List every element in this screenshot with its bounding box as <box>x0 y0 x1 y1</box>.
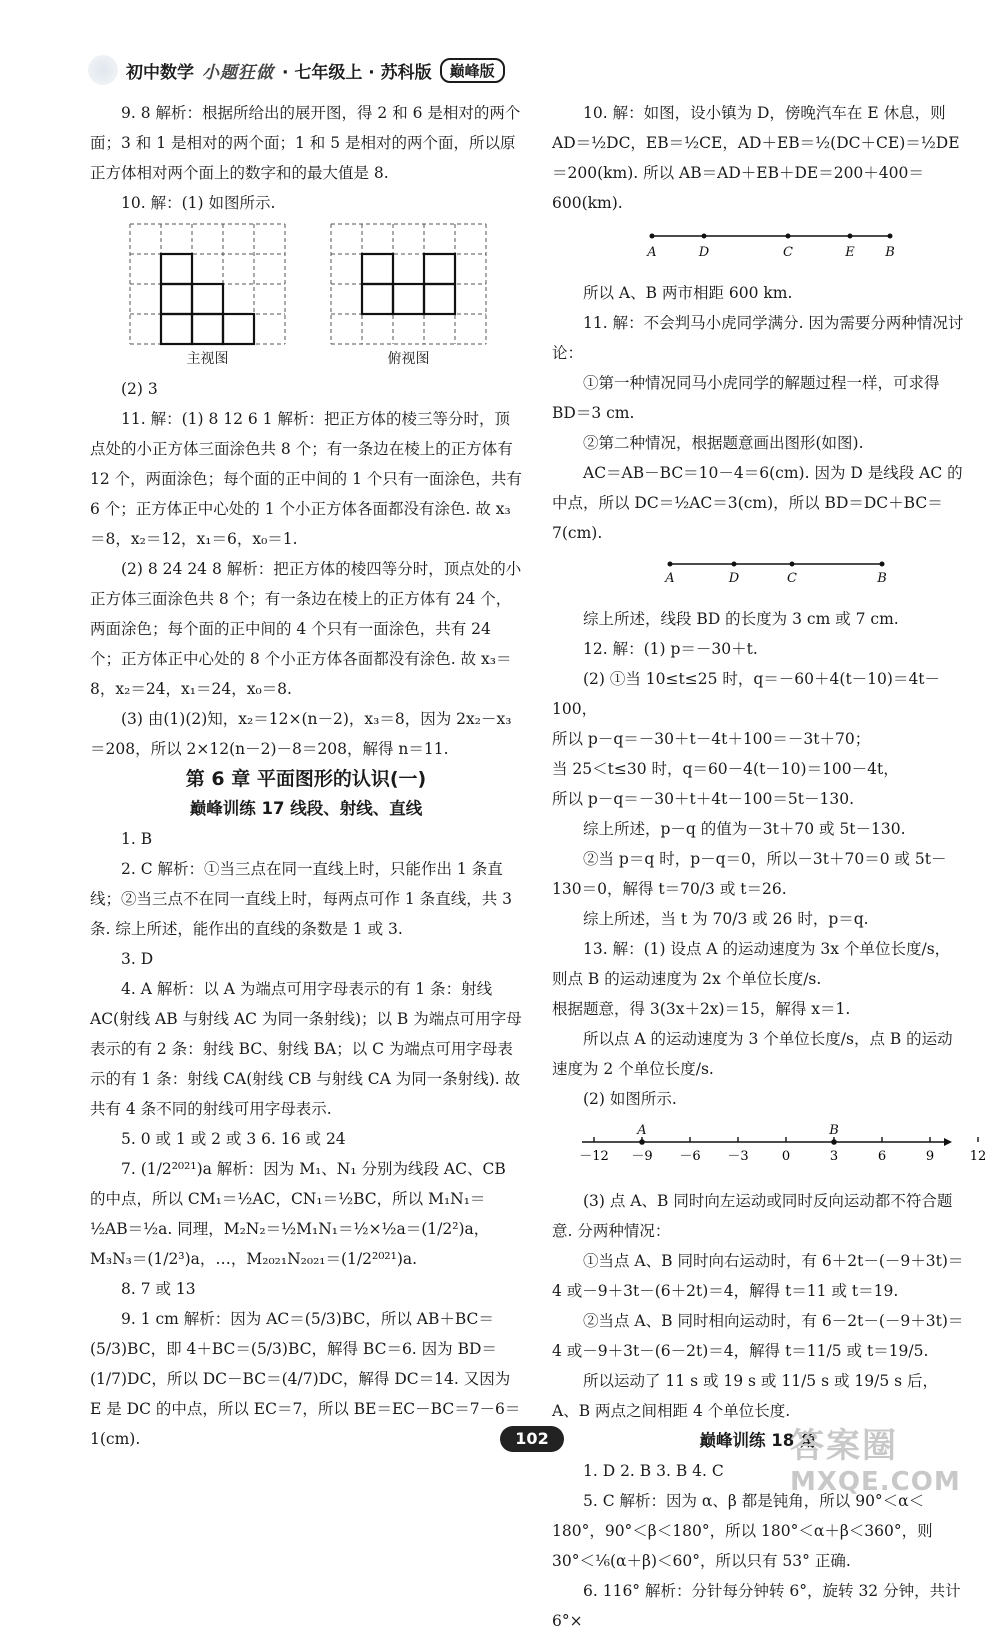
answer-11-part-2: (2) 8 24 24 8 解析：把正方体的棱四等分时，顶点处的小正方体三面涂色共 8 个；有一条边在棱上的正方体有 24 个，两面涂色；每个面的正中间的 4 个只有一面涂色，共有 24 个；正方体正中心处的 8 个小正方体各面都没有涂色. 故 x₃＝8，x₂＝24，x₁＝24，x₀＝8. <box>90 560 522 698</box>
answer-12-part-1: 12. 解：(1) p＝－30＋t. <box>583 640 758 658</box>
route-label-d: D <box>698 245 710 260</box>
answer-13-speeds: 所以点 A 的运动速度为 3 个单位长度/s，点 B 的运动速度为 2 个单位长度/s. <box>552 1030 953 1078</box>
number-line-tick-label: 12 <box>969 1149 987 1164</box>
s17-answer-8: 8. 7 或 13 <box>121 1280 196 1298</box>
route-label-e: E <box>845 245 855 260</box>
answer-13-case-b: ②当点 A、B 同时相向运动时，有 6－2t－(－9＋3t)＝4 或－9＋3t－(6－2t)＝4，解得 t＝11/5 或 t＝19/5. <box>552 1312 964 1360</box>
watermark-line-2: MXQE.COM <box>790 1467 961 1497</box>
answer-12-conclusion: 综上所述，当 t 为 70/3 或 26 时，p＝q. <box>583 910 869 928</box>
watermark-line-1: 答案圈 <box>790 1426 898 1466</box>
number-line-point-a: A <box>637 1123 647 1138</box>
answer-10-route: 10. 解：如图，设小镇为 D，傍晚汽车在 E 休息，则 AD＝½DC，EB＝½CE，AD＋EB＝½(DC＋CE)＝½DE＝200(km). 所以 AB＝AD＋EB＋DE＝200＋400＝600(km). <box>552 104 960 212</box>
s18-answer-5: 5. C 解析：因为 α、β 都是钝角，所以 90°＜α＜180°，90°＜β＜180°，所以 180°＜α＋β＜360°，则 30°＜⅙(α＋β)＜60°，所以只有 53° 正确. <box>552 1492 933 1570</box>
route-label-c: C <box>783 245 793 260</box>
s17-answer-9: 9. 1 cm 解析：因为 AC＝(5/3)BC，所以 AB＋BC＝(5/3)BC，即 4＋BC＝(5/3)BC，解得 BC＝6. 因为 BD＝(1/7)DC，所以 DC－BC＝(4/7)DC，解得 DC＝14. 又因为 E 是 DC 的中点，所以 EC＝7，所以 BE＝EC－BC＝7－6＝1(cm). <box>90 1310 521 1448</box>
answer-13-part-1: 13. 解：(1) 设点 A 的运动速度为 3x 个单位长度/s，则点 B 的运动速度为 2x 个单位长度/s. <box>552 940 951 988</box>
segment-label-b: B <box>877 571 887 586</box>
answer-11-heading: 11. 解：不会判马小虎同学满分. 因为需要分两种情况讨论： <box>552 314 964 362</box>
segment-label-a: A <box>665 571 675 586</box>
route-label-b: B <box>885 245 895 260</box>
answer-12-line-c: 当 25＜t≤30 时，q＝60－4(t－10)＝100－4t， <box>552 760 899 778</box>
answer-12-line-a: (2) ①当 10≤t≤25 时，q＝－60＋4(t－10)＝4t－100， <box>552 670 941 718</box>
top-view <box>331 224 486 374</box>
number-line-diagram <box>552 1122 987 1168</box>
section-18-heading: 巅峰训练 18 角 <box>699 1431 817 1450</box>
book-title: 初中数学 <box>126 62 194 83</box>
s17-answer-4: 4. A 解析：以 A 为端点可用字母表示的有 1 条：射线 AC(射线 AB 与射线 AC 为同一条射线)；以 B 为端点可用字母表示的有 2 条：射线 BC、射线 BA；以 C 为端点可用字母表示的有 1 条：射线 CA(射线 CB 与射线 CA 为同一条射线). 故共有 4 条不同的射线可用字母表示. <box>90 980 522 1118</box>
s18-answers-1-4: 1. D 2. B 3. B 4. C <box>583 1462 724 1480</box>
front-view <box>130 224 285 374</box>
answer-10-conclusion: 所以 A、B 两市相距 600 km. <box>583 284 793 302</box>
section-17-heading: 巅峰训练 17 线段、射线、直线 <box>189 799 423 818</box>
answer-13-part-3: (3) 点 A、B 同时向左运动或同时反向运动都不符合题意. 分两种情况： <box>552 1192 953 1240</box>
segment-bd-diagram <box>552 556 964 586</box>
answer-13-equation: 根据题意，得 3(3x＋2x)＝15，解得 x＝1. <box>552 1000 851 1018</box>
top-view-caption: 俯视图 <box>387 351 430 367</box>
answer-12-line-b: 所以 p－q＝－30＋t－4t＋100＝－3t＋70； <box>552 730 871 748</box>
route-label-a: A <box>647 245 657 260</box>
answer-13-conclusion: 所以运动了 11 s 或 19 s 或 11/5 s 或 19/5 s 后，A、B 两点之间相距 4 个单位长度. <box>552 1372 939 1420</box>
route-segment-diagram <box>552 226 964 260</box>
segment-label-d: D <box>728 571 740 586</box>
answer-9: 9. 8 解析：根据所给出的展开图，得 2 和 6 是相对的两个面；3 和 1 是相对的两个面；1 和 5 是相对的两个面，所以原正方体相对两个面上的数字和的最大值是 8. <box>90 104 521 182</box>
number-line-tick-label: －12 <box>579 1149 609 1164</box>
number-line-tick-label: 0 <box>781 1149 791 1164</box>
three-view-figures <box>130 224 522 374</box>
series-brand: 小题狂做 <box>202 62 274 83</box>
book-subtitle: · 七年级上 · 苏科版 <box>282 62 432 83</box>
answer-11-part-3: (3) 由(1)(2)知，x₂＝12×(n－2)，x₃＝8，因为 2x₂－x₃＝208，所以 2×12(n－2)－8＝208，解得 n＝11. <box>90 710 512 758</box>
segment-label-c: C <box>787 571 797 586</box>
answer-11-part-1: 11. 解：(1) 8 12 6 1 解析：把正方体的棱三等分时，顶点处的小正方体三面涂色共 8 个；有一条边在棱上的正方体有 12 个，两面涂色；每个面的正中间的 1 个只有一面涂色，共有 6 个；正方体正中心处的 1 个小正方体各面都没有涂色. 故 x₃＝8，x₂＝12，x₁＝6，x₀＝1. <box>90 410 522 548</box>
answer-12-line-d: 所以 p－q＝－30＋t＋4t－100＝5t－130. <box>552 790 855 808</box>
watermark <box>790 1418 990 1508</box>
number-line-arrow-icon <box>944 1138 952 1146</box>
s17-answer-2: 2. C 解析：①当三点在同一直线上时，只能作出 1 条直线；②当三点不在同一直线上时，每两点可作 1 条直线，共 3 条. 综上所述，能作出的直线的条数是 1 或 3. <box>90 860 513 938</box>
answer-11-case-2: ②第二种情况，根据题意画出图形(如图). <box>583 434 864 452</box>
answer-13-part-2: (2) 如图所示. <box>583 1090 677 1108</box>
s17-answer-5-6: 5. 0 或 1 或 2 或 3 6. 16 或 24 <box>121 1130 346 1148</box>
page-number: 102 <box>500 1426 564 1452</box>
left-column <box>90 98 522 1454</box>
s18-answer-6: 6. 116° 解析：分针每分钟转 6°，旋转 32 分钟，共计 6°× <box>552 1582 961 1630</box>
number-line-tick-label: 6 <box>877 1149 887 1164</box>
answer-11-calculation: AC＝AB－BC＝10－4＝6(cm). 因为 D 是线段 AC 的中点，所以 DC＝½AC＝3(cm)，所以 BD＝DC＋BC＝7(cm). <box>552 464 963 542</box>
answer-12-line-f: ②当 p＝q 时，p－q＝0，所以－3t＋70＝0 或 5t－130＝0，解得 t＝70/3 或 t＝26. <box>552 850 947 898</box>
page-header <box>88 50 505 90</box>
top-view-grid <box>331 224 486 344</box>
right-column <box>552 98 987 1636</box>
number-line-tick-label: －3 <box>727 1149 749 1164</box>
front-view-grid <box>130 224 285 344</box>
number-line-tick-label: 9 <box>925 1149 935 1164</box>
number-line-point-b: B <box>829 1123 839 1138</box>
answer-12-line-e: 综上所述，p－q 的值为－3t＋70 或 5t－130. <box>583 820 906 838</box>
s17-answer-1: 1. B <box>121 830 153 848</box>
front-view-caption: 主视图 <box>186 351 229 367</box>
s17-answer-7: 7. (1/2²⁰²¹)a 解析：因为 M₁、N₁ 分别为线段 AC、CB 的中点，所以 CM₁＝½AC，CN₁＝½BC，所以 M₁N₁＝½AB＝½a. 同理，M₂N₂＝½M₁N₁＝½×½a＝(1/2²)a，M₃N₃＝(1/2³)a，…，M₂₀₂₁N₂₀₂₁＝(1/2²⁰²¹)a. <box>90 1160 506 1268</box>
s17-answer-3: 3. D <box>121 950 154 968</box>
answer-10-heading: 10. 解：(1) 如图所示. <box>121 194 276 212</box>
answer-10-part-2: (2) 3 <box>121 380 158 398</box>
edition-badge: 巅峰版 <box>440 58 505 83</box>
number-line-tick-label: 3 <box>829 1149 839 1164</box>
number-line-tick-label: －6 <box>679 1149 701 1164</box>
chapter-heading: 第 6 章 平面图形的认识(一) <box>185 768 427 790</box>
answer-13-case-a: ①当点 A、B 同时向右运动时，有 6＋2t－(－9＋3t)＝4 或－9＋3t－(6＋2t)＝4，解得 t＝11 或 t＝19. <box>552 1252 964 1300</box>
answer-11-case-1: ①第一种情况同马小虎同学的解题过程一样，可求得 BD＝3 cm. <box>552 374 940 422</box>
number-line-tick-label: －9 <box>631 1149 653 1164</box>
book-logo-icon <box>88 55 118 85</box>
answer-11-conclusion: 综上所述，线段 BD 的长度为 3 cm 或 7 cm. <box>583 610 899 628</box>
